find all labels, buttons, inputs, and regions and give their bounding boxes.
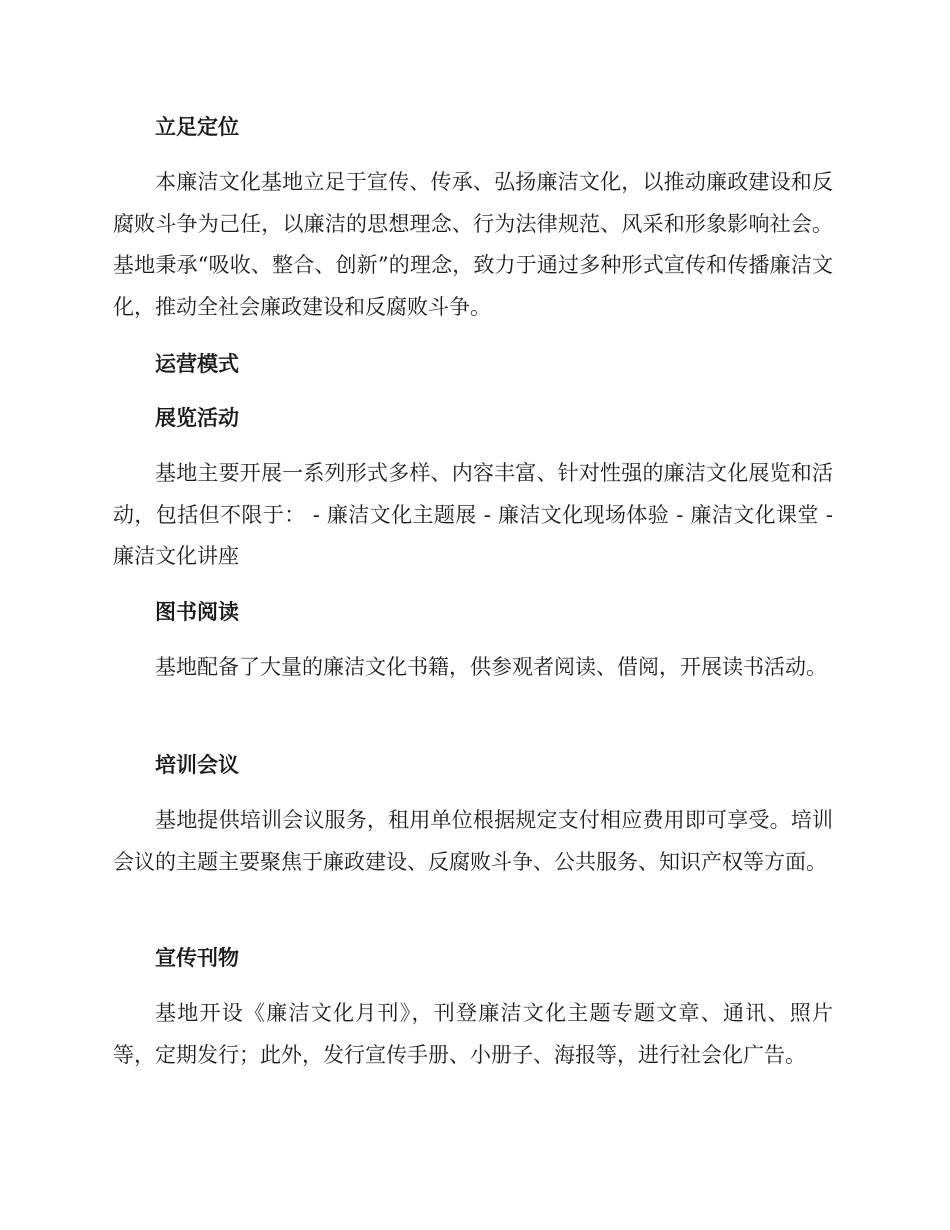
section-heading-publication: 宣传刊物 xyxy=(155,946,239,970)
section-paragraph-publication: 基地开设《廉洁文化月刊》，刊登廉洁文化主题专题文章、通讯、照片等，定期发行；此外，发行宣传手册、小册子、海报等，进行社会化广告。 xyxy=(113,1001,833,1067)
section-paragraph-training: 基地提供培训会议服务，租用单位根据规定支付相应费用即可享受。培训会议的主题主要聚焦于廉政建设、反腐败斗争、公共服务、知识产权等方面。 xyxy=(113,808,833,874)
section-paragraph-positioning: 本廉洁文化基地立足于宣传、传承、弘扬廉洁文化，以推动廉政建设和反腐败斗争为己任，以廉洁的思想理念、行为法律规范、风采和形象影响社会。基地秉承“吸收、整合、创新”的理念，致力于通过多种形式宣传和传播廉洁文化，推动全社会廉政建设和反腐败斗争。 xyxy=(113,170,833,319)
section-heading-reading: 图书阅读 xyxy=(155,600,239,624)
section-heading-operation-mode: 运营模式 xyxy=(155,352,239,376)
section-paragraph-exhibition: 基地主要开展一系列形式多样、内容丰富、针对性强的廉洁文化展览和活动，包括但不限于： - 廉洁文化主题展 - 廉洁文化现场体验 - 廉洁文化课堂 - 廉洁文化讲座 xyxy=(113,461,833,568)
section-heading-exhibition: 展览活动 xyxy=(155,406,239,430)
section-paragraph-reading: 基地配备了大量的廉洁文化书籍，供参观者阅读、借阅，开展读书活动。 xyxy=(155,655,827,679)
section-heading-training: 培训会议 xyxy=(155,753,239,777)
section-heading-positioning: 立足定位 xyxy=(155,115,239,139)
